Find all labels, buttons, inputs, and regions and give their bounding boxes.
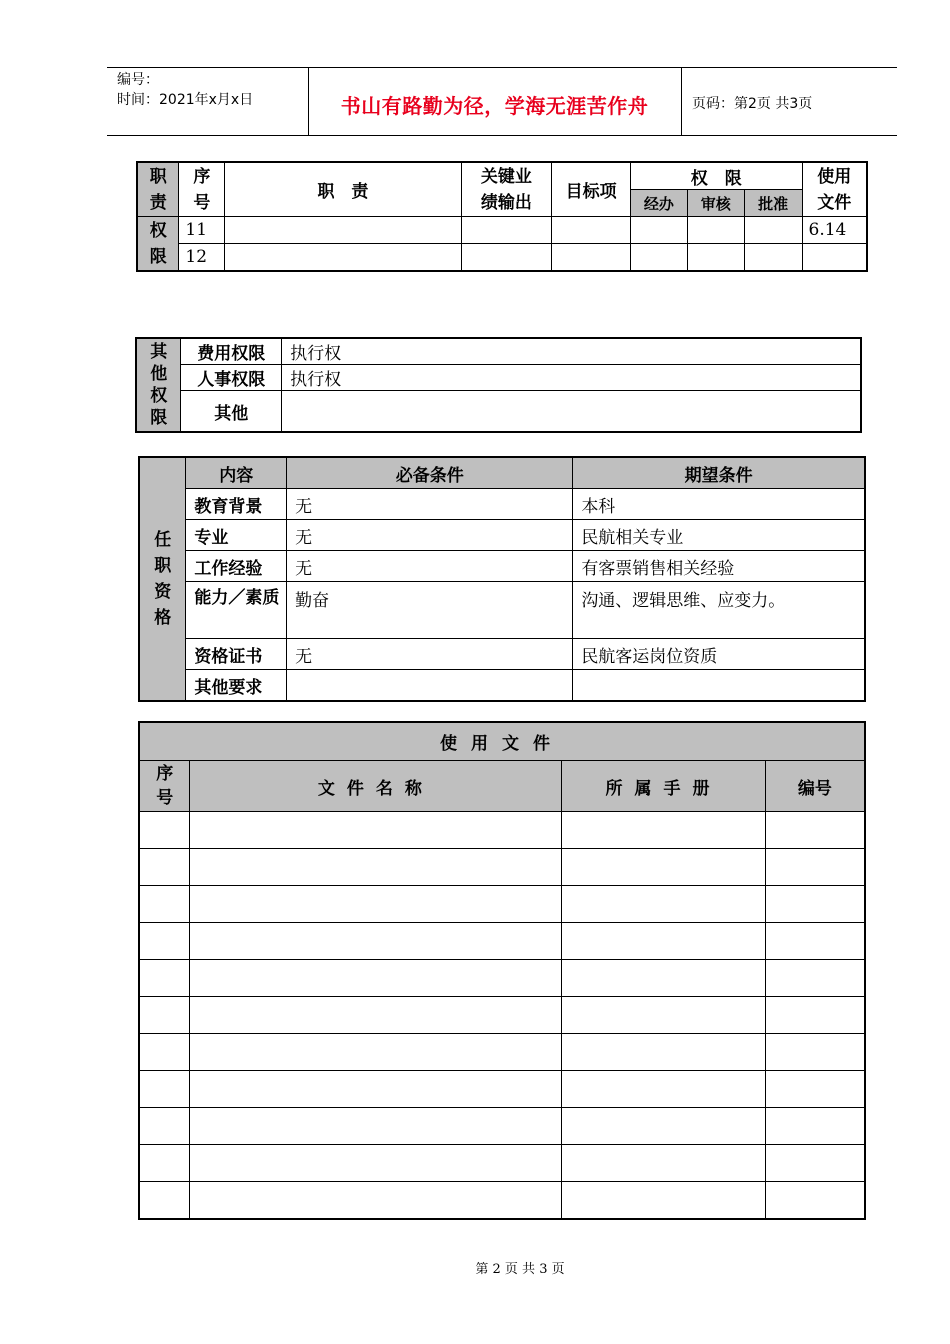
row-handle [631,244,688,272]
col-authority-header: 权 限 [631,162,802,190]
col-doc-name-header: 文件名称 [190,761,562,812]
row-required [287,670,573,702]
doc-seq-cell [139,1071,190,1108]
col-kpi-header: 关键业 绩输出 [461,162,552,217]
col-duty-header: 职 责 [225,162,461,217]
row-target [552,244,631,272]
row-required: 无 [287,520,573,551]
doc-seq-cell [139,812,190,849]
row-kpi [461,217,552,244]
table-row [139,489,865,520]
doc-manual-cell [562,1182,765,1220]
doc-name-cell [190,1034,562,1071]
doc-name-cell [190,812,562,849]
row-label: 人事权限 [181,365,282,391]
doc-manual-cell [562,849,765,886]
doc-seq-cell [139,1145,190,1182]
doc-manual-cell [562,1034,765,1071]
documents-table [138,721,866,1220]
qualifications-table [138,456,866,702]
row-expected: 民航相关专业 [573,520,865,551]
doc-number-cell [765,1108,865,1145]
doc-name-cell [190,923,562,960]
doc-manual-cell [562,1145,765,1182]
row-handle [631,217,688,244]
doc-seq-cell [139,849,190,886]
doc-manual-cell [562,923,765,960]
doc-number-cell [765,923,865,960]
page-footer: 第 2 页 共 3 页 [475,1262,565,1277]
doc-number-cell [765,1182,865,1220]
col-required-header: 必备条件 [287,457,573,489]
table-row [139,1108,865,1145]
doc-number-cell [765,997,865,1034]
row-seq: 11 [179,217,225,244]
row-doc: 6.14 [802,217,867,244]
row-expected [573,670,865,702]
row-review [687,217,744,244]
row-item: 能力／素质 [186,582,287,639]
header-divider-right [681,67,682,136]
row-required: 无 [287,639,573,670]
table-row [136,338,861,365]
doc-name-cell [190,960,562,997]
row-approve [744,244,802,272]
table-row [139,1145,865,1182]
col-expected-header: 期望条件 [573,457,865,489]
table-row [139,849,865,886]
doc-seq-cell [139,886,190,923]
table-row [139,923,865,960]
row-value: 执行权 [282,365,861,391]
documents-title: 使用文件 [139,722,865,761]
doc-manual-cell [562,886,765,923]
table-row [139,1182,865,1220]
col-review-header: 审核 [687,190,744,217]
doc-manual-cell [562,960,765,997]
header-motto: 书山有路勤为径，学海无涯苦作舟 [340,94,649,118]
row-value: 执行权 [282,338,861,365]
doc-manual-cell [562,997,765,1034]
doc-name-cell [190,1071,562,1108]
row-expected: 沟通、逻辑思维、应变力。 [573,582,865,639]
other-authority-table [135,337,862,433]
row-label: 费用权限 [181,338,282,365]
row-duty [225,217,461,244]
col-doc-number-header: 编号 [765,761,865,812]
doc-number-cell [765,960,865,997]
col-seq-header: 序 号 [179,162,225,217]
doc-seq-cell [139,960,190,997]
doc-number-cell [765,1145,865,1182]
doc-name-cell [190,849,562,886]
row-review [687,244,744,272]
doc-time-label: 时间：2021年x月x日 [117,92,254,108]
row-required: 无 [287,551,573,582]
col-doc-manual-header: 所属手册 [562,761,765,812]
row-expected: 本科 [573,489,865,520]
doc-seq-cell [139,1108,190,1145]
col-target-header: 目标项 [552,162,631,217]
row-item: 专业 [186,520,287,551]
table-row [139,997,865,1034]
doc-number-cell [765,886,865,923]
row-value [282,391,861,433]
doc-number-cell [765,812,865,849]
qualifications-section-label: 任 职 资 格 [139,457,186,701]
table-row [139,1034,865,1071]
doc-manual-cell [562,1071,765,1108]
row-item: 其他要求 [186,670,287,702]
row-seq: 12 [179,244,225,272]
table-row [139,551,865,582]
table-row [139,960,865,997]
row-approve [744,217,802,244]
doc-number-cell [765,1034,865,1071]
table-row [139,670,865,702]
row-target [552,217,631,244]
doc-name-cell [190,1145,562,1182]
col-approve-header: 批准 [744,190,802,217]
doc-name-cell [190,997,562,1034]
table-row [139,639,865,670]
doc-number-cell [765,1071,865,1108]
doc-seq-cell [139,1034,190,1071]
table-row [139,812,865,849]
row-doc [802,244,867,272]
table-row [139,582,865,639]
doc-manual-cell [562,1108,765,1145]
row-required: 勤奋 [287,582,573,639]
col-doc-seq-header: 序 号 [139,761,190,812]
row-item: 资格证书 [186,639,287,670]
row-item: 教育背景 [186,489,287,520]
doc-seq-cell [139,997,190,1034]
header-page-info: 页码：第2页 共3页 [692,96,813,112]
header-bottom-rule [107,135,897,136]
doc-manual-cell [562,812,765,849]
authority-section-label: 权 限 [137,217,179,272]
doc-name-cell [190,1108,562,1145]
row-expected: 民航客运岗位资质 [573,639,865,670]
duties-table [136,161,868,272]
row-kpi [461,244,552,272]
other-authority-section-label: 其 他 权 限 [136,338,181,432]
row-required: 无 [287,489,573,520]
doc-name-cell [190,886,562,923]
row-label: 其他 [181,391,282,433]
row-item: 工作经验 [186,551,287,582]
doc-number-cell [765,849,865,886]
table-row [139,1071,865,1108]
doc-seq-cell [139,923,190,960]
table-row [139,520,865,551]
duties-section-label: 职 责 [137,162,179,217]
col-item-header: 内容 [186,457,287,489]
table-row [139,886,865,923]
doc-seq-cell [139,1182,190,1220]
table-row [137,244,867,272]
col-handle-header: 经办 [631,190,688,217]
row-duty [225,244,461,272]
row-expected: 有客票销售相关经验 [573,551,865,582]
col-docs-header: 使用 文件 [802,162,867,217]
table-row [136,365,861,391]
header-top-rule [107,67,897,68]
table-row [136,391,861,433]
header-meta [117,70,253,110]
doc-code-label: 编号： [117,72,159,88]
table-row [137,217,867,244]
doc-name-cell [190,1182,562,1220]
